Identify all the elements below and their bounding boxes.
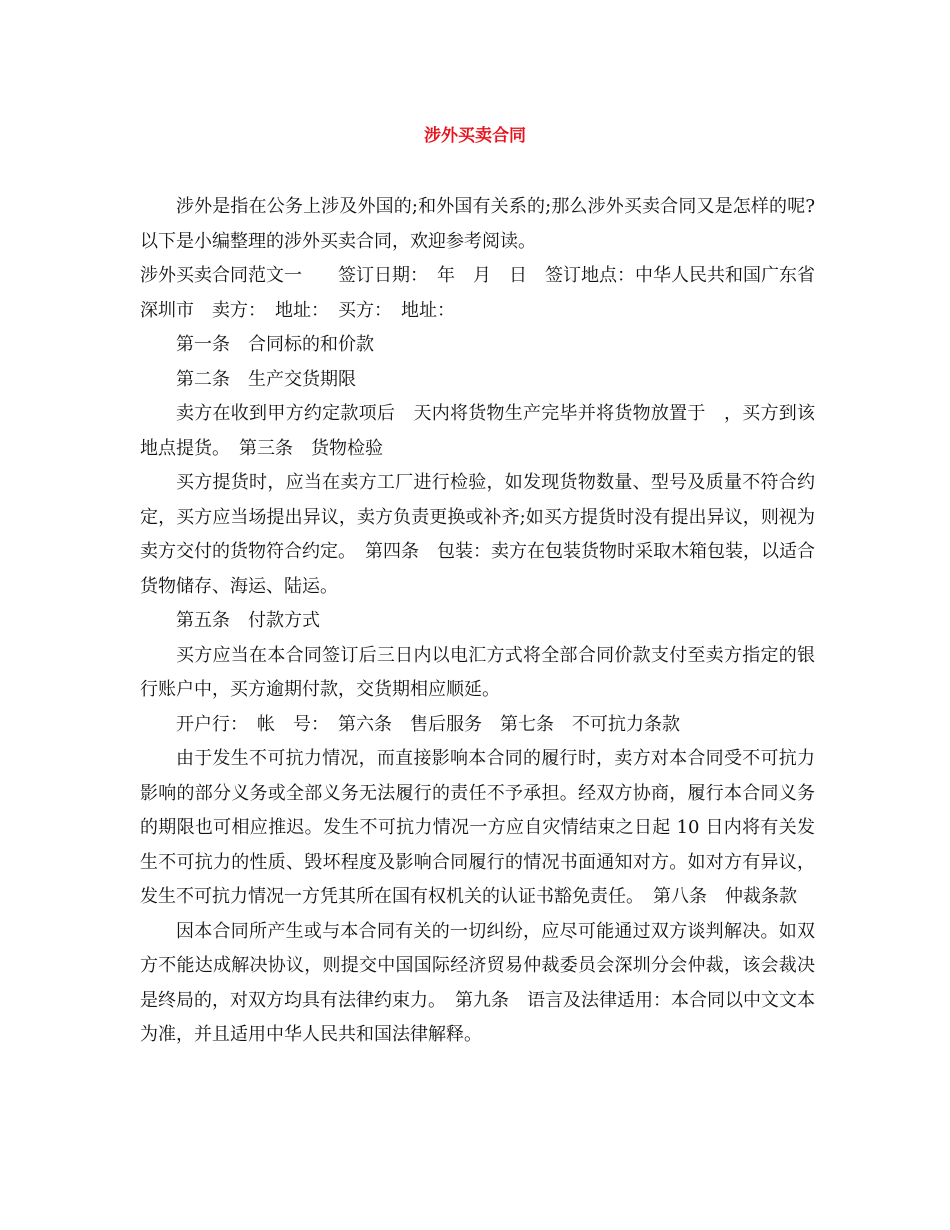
article-5-heading: 第五条 付款方式 [176, 610, 320, 631]
contract-header-paragraph: 涉外买卖合同范文一 签订日期： 年 月 日 签订地点：中华人民共和国广东省深圳市 卖方： 地址： 买方： 地址： [140, 265, 815, 321]
article-2-heading: 第二条 生产交货期限 [176, 368, 356, 390]
delivery-paragraph: 卖方在收到甲方约定款项后 天内将货物生产完毕并将货物放置于 ，买方到该地点提货。 第三条 货物检验 [140, 403, 815, 459]
payment-paragraph: 买方应当在本合同签订后三日内以电汇方式将全部合同价款支付至卖方指定的银行账户中，买方逾期付款，交货期相应顺延。 [140, 644, 815, 700]
document-title: 涉外买卖合同 [424, 126, 526, 146]
inspection-paragraph: 买方提货时，应当在卖方工厂进行检验，如发现货物数量、型号及质量不符合约定，买方应当场提出异议，卖方负责更换或补齐;如买方提货时没有提出异议，则视为卖方交付的货物符合约定。 第四条 包装：卖方在包装货物时采取木箱包装，以适合货物储存、海运、陆运。 [140, 472, 815, 597]
bank-account-paragraph: 开户行： 帐 号： 第六条 售后服务 第七条 不可抗力条款 [176, 713, 680, 735]
document-body [140, 190, 815, 1053]
article-1-heading: 第一条 合同标的和价款 [176, 334, 374, 355]
force-majeure-paragraph: 由于发生不可抗力情况，而直接影响本合同的履行时，卖方对本合同受不可抗力影响的部分义务或全部义务无法履行的责任不予承担。经双方协商，履行本合同义务的期限也可相应推迟。发生不可抗力情况一方应自灾情结束之日起 10 日内将有关发生不可抗力的性质、毁坏程度及影响合同履行的情况书面通知对方。如对方有异议，发生不可抗力情况一方凭其所在国有权机关的认证书豁免责任。 第八条 仲裁条款 [140, 748, 815, 907]
arbitration-paragraph: 因本合同所产生或与本合同有关的一切纠纷，应尽可能通过双方谈判解决。如双方不能达成解决协议，则提交中国国际经济贸易仲裁委员会深圳分会仲裁，该会裁决是终局的，对双方均具有法律约束力。 第九条 语言及法律适用：本合同以中文文本为准，并且适用中华人民共和国法律解释。 [140, 920, 815, 1045]
intro-paragraph: 涉外是指在公务上涉及外国的;和外国有关系的;那么涉外买卖合同又是怎样的呢?以下是小编整理的涉外买卖合同，欢迎参考阅读。 [140, 196, 815, 252]
